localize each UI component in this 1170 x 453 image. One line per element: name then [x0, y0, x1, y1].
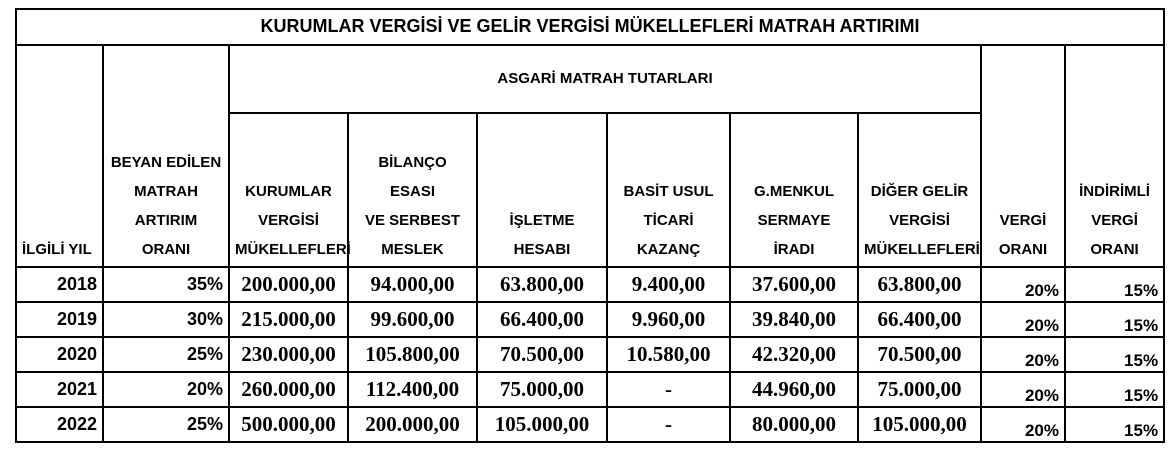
cell-isletme: 70.500,00	[477, 337, 607, 372]
cell-bilanco: 112.400,00	[348, 372, 477, 407]
cell-bilanco: 99.600,00	[348, 302, 477, 337]
cell-kurumlar: 215.000,00	[229, 302, 348, 337]
cell-kurumlar: 200.000,00	[229, 267, 348, 302]
cell-indirimli: 15%	[1065, 302, 1164, 337]
cell-year: 2018	[16, 267, 103, 302]
cell-diger: 66.400,00	[858, 302, 981, 337]
cell-diger: 70.500,00	[858, 337, 981, 372]
cell-bilanco: 200.000,00	[348, 407, 477, 442]
header-basit-usul: BASİT USUL TİCARİ KAZANÇ	[607, 113, 730, 267]
cell-vergi: 20%	[981, 407, 1065, 442]
header-asgari-matrah: ASGARİ MATRAH TUTARLARI	[229, 45, 981, 113]
header-vergi-orani: VERGİ ORANI	[981, 45, 1065, 267]
cell-diger: 75.000,00	[858, 372, 981, 407]
cell-kurumlar: 230.000,00	[229, 337, 348, 372]
cell-isletme: 105.000,00	[477, 407, 607, 442]
header-kurumlar: KURUMLAR VERGİSİ MÜKELLEFLERİ	[229, 113, 348, 267]
cell-bilanco: 105.800,00	[348, 337, 477, 372]
header-rate: BEYAN EDİLEN MATRAH ARTIRIM ORANI	[103, 45, 229, 267]
header-diger: DİĞER GELİR VERGİSİ MÜKELLEFLERİ	[858, 113, 981, 267]
cell-year: 2022	[16, 407, 103, 442]
cell-indirimli: 15%	[1065, 407, 1164, 442]
header-year: İLGİLİ YIL	[16, 45, 103, 267]
table-row	[16, 372, 1164, 407]
matrah-artirimi-table	[15, 8, 1165, 443]
cell-gmenkul: 39.840,00	[730, 302, 858, 337]
cell-indirimli: 15%	[1065, 372, 1164, 407]
cell-isletme: 75.000,00	[477, 372, 607, 407]
table-row	[16, 337, 1164, 372]
cell-rate: 35%	[103, 267, 229, 302]
cell-vergi: 20%	[981, 337, 1065, 372]
cell-vergi: 20%	[981, 267, 1065, 302]
cell-gmenkul: 42.320,00	[730, 337, 858, 372]
table-row	[16, 267, 1164, 302]
cell-rate: 20%	[103, 372, 229, 407]
cell-basit: 10.580,00	[607, 337, 730, 372]
cell-vergi: 20%	[981, 372, 1065, 407]
cell-indirimli: 15%	[1065, 337, 1164, 372]
table-row	[16, 302, 1164, 337]
cell-gmenkul: 44.960,00	[730, 372, 858, 407]
cell-basit: -	[607, 407, 730, 442]
header-gmenkul: G.MENKUL SERMAYE İRADI	[730, 113, 858, 267]
cell-bilanco: 94.000,00	[348, 267, 477, 302]
cell-diger: 105.000,00	[858, 407, 981, 442]
cell-basit: 9.400,00	[607, 267, 730, 302]
cell-kurumlar: 500.000,00	[229, 407, 348, 442]
cell-basit: 9.960,00	[607, 302, 730, 337]
cell-kurumlar: 260.000,00	[229, 372, 348, 407]
cell-rate: 25%	[103, 337, 229, 372]
cell-vergi: 20%	[981, 302, 1065, 337]
header-indirimli-vergi-orani: İNDİRİMLİ VERGİ ORANI	[1065, 45, 1164, 267]
cell-gmenkul: 80.000,00	[730, 407, 858, 442]
cell-year: 2019	[16, 302, 103, 337]
cell-indirimli: 15%	[1065, 267, 1164, 302]
cell-rate: 30%	[103, 302, 229, 337]
header-isletme: İŞLETME HESABI	[477, 113, 607, 267]
cell-gmenkul: 37.600,00	[730, 267, 858, 302]
table-title: KURUMLAR VERGİSİ VE GELİR VERGİSİ MÜKELLEFLERİ MATRAH ARTIRIMI	[16, 9, 1164, 45]
cell-year: 2021	[16, 372, 103, 407]
cell-isletme: 63.800,00	[477, 267, 607, 302]
cell-basit: -	[607, 372, 730, 407]
cell-diger: 63.800,00	[858, 267, 981, 302]
cell-isletme: 66.400,00	[477, 302, 607, 337]
table-row	[16, 407, 1164, 442]
cell-year: 2020	[16, 337, 103, 372]
header-bilanco: BİLANÇO ESASI VE SERBEST MESLEK	[348, 113, 477, 267]
cell-rate: 25%	[103, 407, 229, 442]
